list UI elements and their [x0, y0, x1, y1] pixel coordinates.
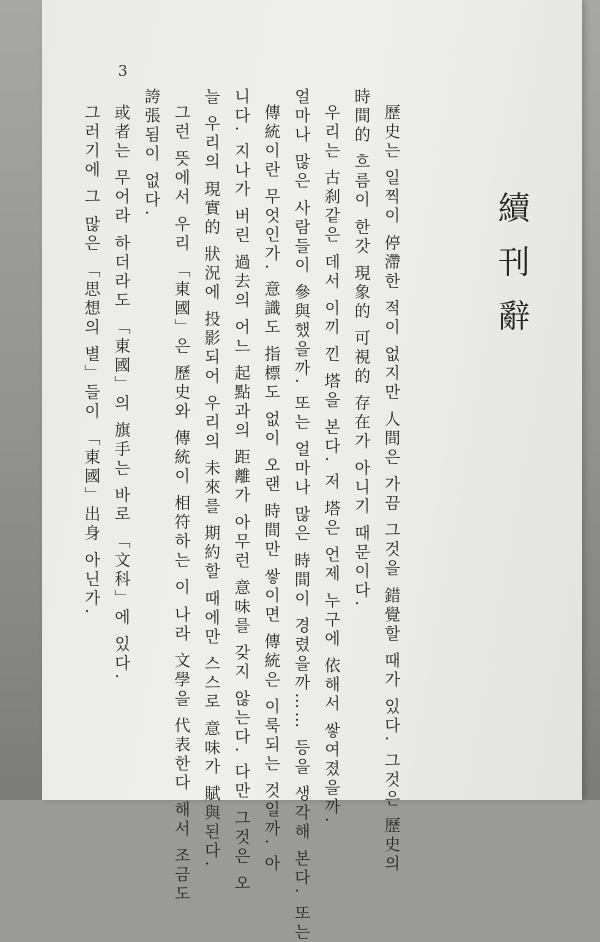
body-text: [76, 88, 406, 942]
text-column: 時間的 흐름이 한갓 現象的 可視的 存在가 아니기 때문이다.: [352, 88, 371, 609]
text-column: 誇張됨이 없다.: [142, 88, 161, 219]
text-column: 얼마나 많은 사람들이 參與했을까. 또는 얼마나 많은 時間이 경렸을까…… 등을 생각해 본다. 또는: [292, 88, 311, 942]
book-page: [42, 0, 582, 942]
text-column: 傳統이란 무엇인가. 意識도 指標도 없이 오랜 時間만 쌓이면 傳統은 이룩되는 것일까. 아: [262, 104, 281, 875]
title-char: 辭: [497, 297, 530, 335]
text-column: 그런 뜻에서 우리 「東國」은 歷史와 傳統이 相符하는 이 나라 文學을 代表한다 해서 조금도: [172, 104, 191, 905]
title-char: 續: [497, 189, 530, 227]
page-title: [494, 189, 534, 335]
text-column: 우리는 古刹같은 데서 이끼 낀 塔을 본다. 저 塔은 언제 누구에 依해서 쌓여졌을까.: [322, 104, 341, 826]
text-column: 或者는 무어라 하더라도 「東國」의 旗手는 바로 「文科」에 있다.: [112, 104, 131, 682]
title-char: 刊: [497, 243, 530, 281]
page-number: 3: [118, 62, 128, 80]
text-column: 歷史는 일찍이 停滯한 적이 없지만 人間은 가끔 그것을 錯覺할 때가 있다. 그것은 歷史의: [382, 104, 401, 875]
text-column: 니다. 지나가 버린 過去의 어느 起點과의 距離가 아무런 意味를 갖지 않는다. 다만 그것은 오: [232, 88, 251, 894]
text-column: 늘 우리의 現實的 狀況에 投影되어 우리의 未來를 期約할 때에만 스스로 意味가 賦與된다.: [202, 88, 221, 870]
text-column: 그러기에 그 많은 「思想의 별」들이 「東國」出身 아닌가.: [82, 104, 101, 617]
